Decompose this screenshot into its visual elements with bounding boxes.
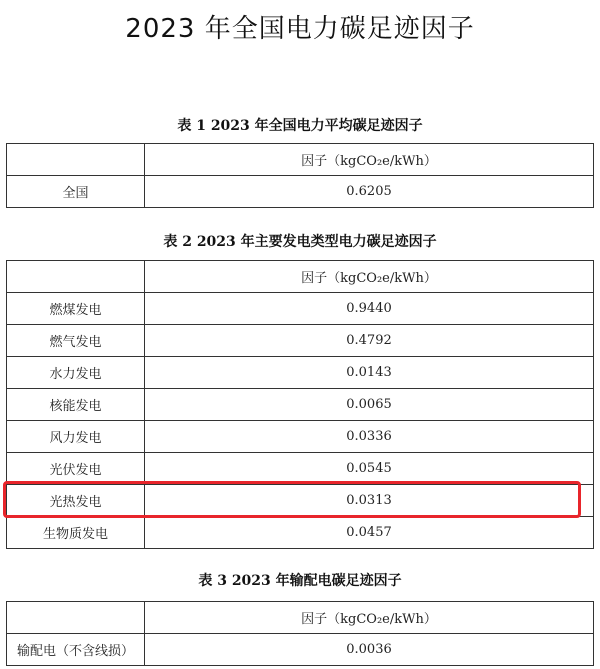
table-row [7,293,594,325]
row-value: 0.0336 [145,421,594,453]
row-label: 生物质发电 [7,517,145,549]
table2-caption: 表 2 2023 年主要发电类型电力碳足迹因子 [163,234,437,250]
table2-header-empty [7,261,145,293]
row-value: 0.0143 [145,357,594,389]
row-value: 0.0313 [145,485,594,517]
row-value: 0.0065 [145,389,594,421]
table-row [7,176,594,208]
row-value: 0.0457 [145,517,594,549]
row-value: 0.6205 [145,176,594,208]
row-value: 0.0036 [145,634,594,666]
table3 [6,601,594,666]
table-row [7,634,594,666]
table-row [7,325,594,357]
row-value: 0.9440 [145,293,594,325]
table3-header-row [7,602,594,634]
row-value: 0.0545 [145,453,594,485]
table2-header-row [7,261,594,293]
table1-header-row [7,144,594,176]
table2-header: 因子（kgCO₂e/kWh） [145,261,594,293]
table-row [7,389,594,421]
table3-header: 因子（kgCO₂e/kWh） [145,602,594,634]
row-value: 0.4792 [145,325,594,357]
row-label: 燃气发电 [7,325,145,357]
table-row [7,357,594,389]
table1-caption: 表 1 2023 年全国电力平均碳足迹因子 [177,118,423,134]
table-row [7,421,594,453]
row-label: 光热发电 [7,485,145,517]
table1-header-empty [7,144,145,176]
row-label: 全国 [7,176,145,208]
row-label: 风力发电 [7,421,145,453]
table1-header: 因子（kgCO₂e/kWh） [145,144,594,176]
table3-header-empty [7,602,145,634]
highlight-box [3,481,581,518]
page-title: 2023 年全国电力碳足迹因子 [125,14,475,44]
row-label: 输配电（不含线损） [7,634,145,666]
row-label: 燃煤发电 [7,293,145,325]
row-label: 光伏发电 [7,453,145,485]
table-row [7,453,594,485]
row-label: 核能发电 [7,389,145,421]
table1 [6,143,594,208]
table-row [7,517,594,549]
row-label: 水力发电 [7,357,145,389]
table3-caption: 表 3 2023 年输配电碳足迹因子 [198,573,402,589]
